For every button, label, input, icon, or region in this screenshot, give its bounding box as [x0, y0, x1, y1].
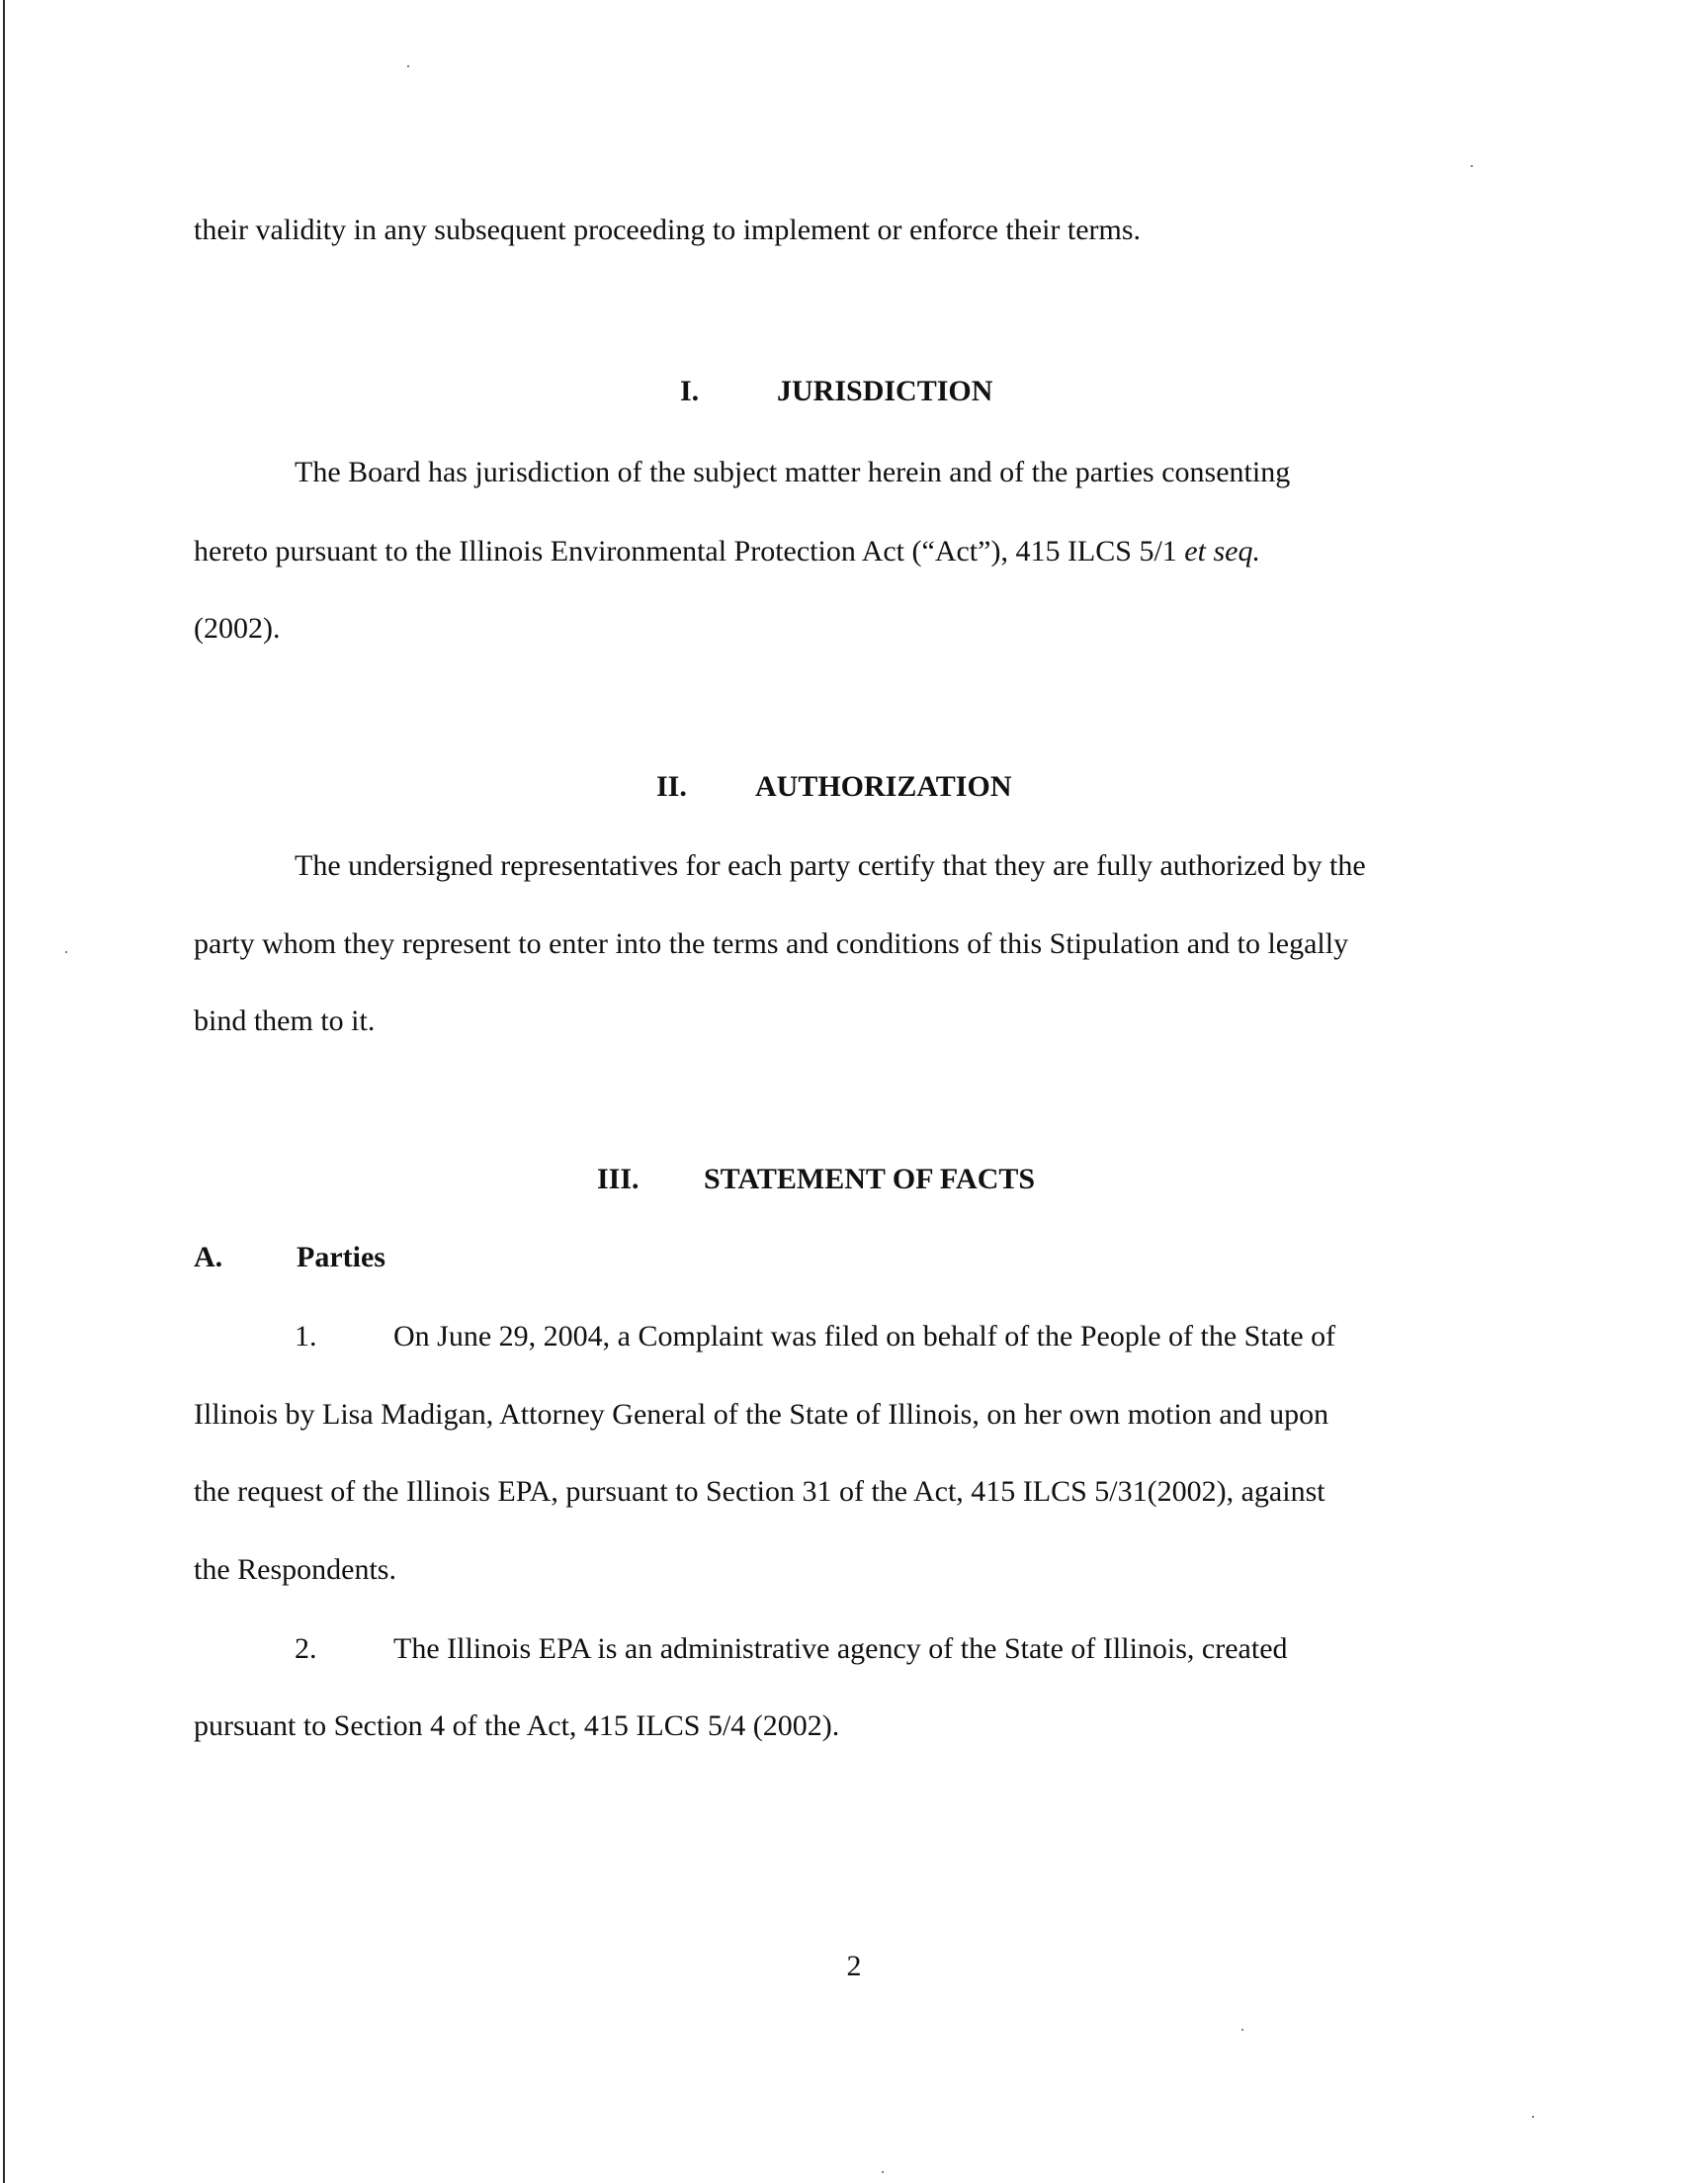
section-number-authorization: II. — [656, 770, 687, 803]
section-number-facts: III. — [597, 1163, 640, 1195]
paragraph-1-line-2: Illinois by Lisa Madigan, Attorney General of the State of Illinois, on her own motion and upon — [194, 1398, 1329, 1431]
subsection-title: Parties — [297, 1241, 385, 1273]
jurisdiction-line-3: (2002). — [194, 612, 281, 645]
paragraph-number-2: 2. — [295, 1632, 317, 1665]
scan-speck — [1471, 165, 1473, 167]
paragraph-1-line-4: the Respondents. — [194, 1553, 396, 1586]
jurisdiction-line-2-text: hereto pursuant to the Illinois Environmental Protection Act (“Act”), 415 ILCS 5/1 — [194, 535, 1177, 568]
authorization-line-1: The undersigned representatives for each party certify that they are fully authorized by the — [295, 849, 1366, 882]
scan-speck — [882, 2171, 884, 2173]
paragraph-1-line-1: On June 29, 2004, a Complaint was filed on behalf of the People of the State of — [393, 1320, 1336, 1353]
intro-line: their validity in any subsequent proceeding to implement or enforce their terms. — [194, 214, 1142, 246]
paragraph-2-line-2: pursuant to Section 4 of the Act, 415 ILCS 5/4 (2002). — [194, 1709, 840, 1742]
section-title-facts: STATEMENT OF FACTS — [704, 1163, 1036, 1195]
section-title-authorization: AUTHORIZATION — [755, 770, 1012, 803]
authorization-line-2: party whom they represent to enter into the terms and conditions of this Stipulation and to legally — [194, 927, 1349, 960]
scan-speck — [65, 951, 67, 953]
jurisdiction-line-1: The Board has jurisdiction of the subject matter herein and of the parties consenting — [295, 456, 1291, 488]
scan-speck — [1241, 2029, 1243, 2031]
paragraph-2-line-1: The Illinois EPA is an administrative agency of the State of Illinois, created — [393, 1632, 1288, 1665]
paragraph-1-line-3: the request of the Illinois EPA, pursuant to Section 31 of the Act, 415 ILCS 5/31(2002), against — [194, 1475, 1325, 1508]
paragraph-number-1: 1. — [295, 1320, 317, 1353]
jurisdiction-line-2 — [194, 534, 1260, 569]
authorization-line-3: bind them to it. — [194, 1004, 376, 1037]
jurisdiction-italic-et-seq: et seq. — [1184, 535, 1260, 568]
scan-speck — [1532, 2116, 1534, 2118]
scan-edge-line — [3, 0, 5, 2183]
page-number: 2 — [846, 1950, 862, 1982]
scan-speck — [407, 65, 409, 67]
subsection-letter: A. — [194, 1241, 223, 1273]
section-number-jurisdiction: I. — [680, 375, 700, 407]
section-title-jurisdiction: JURISDICTION — [777, 375, 993, 407]
